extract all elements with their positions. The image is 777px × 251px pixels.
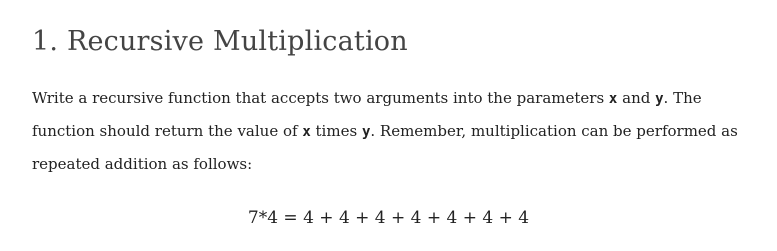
description-text: times bbox=[310, 122, 362, 140]
document-body bbox=[32, 22, 757, 180]
multiplication-equation: 7*4 = 4 + 4 + 4 + 4 + 4 + 4 + 4 bbox=[247, 208, 530, 228]
description-text: . Remember, multiplication can be performed as repeated addition as follows: bbox=[32, 122, 738, 173]
section-heading: 1. Recursive Multiplication bbox=[32, 26, 408, 57]
param-x: x bbox=[302, 124, 311, 140]
description-text: and bbox=[617, 89, 656, 107]
param-y: y bbox=[361, 124, 371, 140]
param-y: y bbox=[655, 91, 664, 107]
problem-description bbox=[32, 82, 757, 180]
description-text: . The function should return the value of bbox=[32, 89, 702, 140]
param-x: x bbox=[608, 91, 618, 107]
description-text: Write a recursive function that accepts two arguments into the parameters bbox=[32, 89, 609, 107]
